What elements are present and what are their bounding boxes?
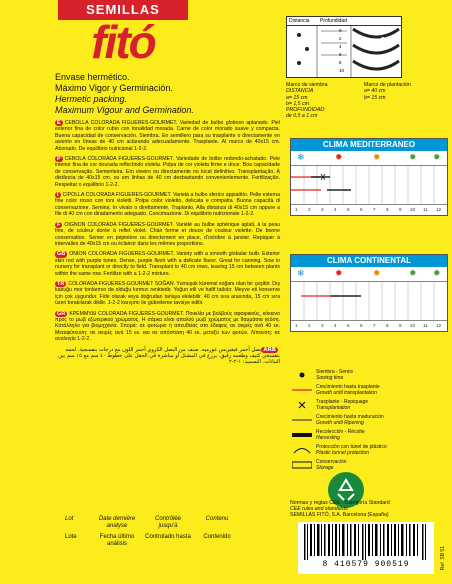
climate-grid-lines (291, 282, 447, 320)
description-text: ONION COLORADA FIGUERES-GOURMET. Variety with a smooth globular bulb. Exterior skin red with purple tones. Dense, purple flesh with a delicate flavor. Great for canning. Sow in nursery for transplant or directly to field. Transplant to 40 cm rows, leaving 15 cm between plants within the same row. Fertilize with a 1-2-2 mixture. (55, 251, 280, 277)
leaf-icon: ✹ (433, 152, 441, 162)
lot-header: Date dernière analyse (98, 516, 136, 529)
snowflake-icon: ❄ (297, 268, 305, 278)
sowing-dot-icon (292, 371, 312, 379)
depth-column-label: Profundidad (320, 18, 347, 24)
month-label: 11 (423, 207, 428, 212)
lang-badge: P (57, 156, 61, 163)
month-label: 7 (373, 323, 376, 328)
planting-a: a= 40 cm (364, 88, 386, 95)
sun-icon: ✹ (335, 152, 343, 162)
sowing-b: b= 1,5 cm (286, 100, 309, 107)
sun-icon: ✹ (373, 152, 381, 162)
lot-table (55, 516, 270, 556)
month-label: 1 (295, 207, 298, 212)
month-label: 12 (436, 207, 442, 212)
legend-label-en: Growth until transplantation (316, 389, 377, 396)
legend-item (290, 385, 446, 400)
mediterranean-climate-chart (290, 138, 448, 216)
lot-label: Lote (65, 534, 77, 540)
legend-label: Trasplante - Repiquage (316, 399, 369, 405)
description-gr (55, 311, 280, 343)
planting-frame-title: Marco de plantación (364, 82, 411, 88)
brand-logo: fitó (91, 16, 155, 68)
legend-label: Protección con túnel de plástico (316, 444, 387, 450)
month-label: 8 (386, 323, 389, 328)
planting-b: b= 15 cm (364, 94, 386, 101)
lot-headers-row (55, 516, 270, 534)
depth-mark: 0 (339, 28, 342, 33)
lot-header: Contenu (205, 516, 229, 522)
growth-line-dark-icon (292, 416, 312, 424)
intro-en-1: Hermetic packing. (55, 94, 128, 104)
legend-item (290, 430, 446, 445)
continental-climate-chart (290, 254, 448, 332)
month-label: 10 (410, 323, 416, 328)
lot-label: Fecha último análisis (99, 534, 135, 547)
standards-text (290, 500, 450, 518)
legend-label: Siembra - Semis (316, 369, 353, 375)
legend-label-en: Storage (316, 464, 334, 471)
month-label: 3 (321, 207, 324, 212)
sowing-frame-title: Marco de siembra (286, 82, 328, 88)
legend-item (290, 445, 446, 460)
planting-frame-spec (364, 82, 436, 101)
month-label: 12 (436, 323, 442, 328)
description-es (55, 120, 280, 152)
legend-label-en: Growth until Ripening (316, 419, 364, 426)
month-label: 6 (360, 323, 363, 328)
month-label: 10 (410, 207, 416, 212)
climate-grid (291, 166, 447, 204)
descriptions (55, 120, 280, 370)
legend-label: Conservación (316, 459, 347, 465)
description-en (55, 251, 280, 277)
description-it (55, 192, 280, 218)
description-text: CEBOLA COLORADA FIGUERES-GOURMET. Variedade de bolbo redondo-achatado. Pele interior fina de cor dourada reflectindo violeta. Polpa de cor violeta firme e doce. Boa capacidade de conservação. Sementeira. Em viveiro ou directamente no local definitivo. Transplantação. A distância de 40x15 cm, ou em linhas de 40 cm desbastando convenientemente. Fertilização. Respeitar o equilíbrio 1-2-2. (55, 156, 280, 188)
description-ar (55, 347, 280, 366)
legend-label-en: Transplantation (316, 404, 351, 411)
lot-header: Lot (65, 516, 74, 522)
description-text: OIGNON COLORADA FIGUERES-GOURMET. Variété au bulbe sphérique aplati, à la peau fine, de couleur dorée à reflet violet. Chair ferme et douce de couleur violette. De bonne conservation. Semer en pépinière ou directement en place, d'octobre à janvier. Repiquer à intervalles de 40x15 cm ou éclaircir dans les mêmes proportions. (55, 221, 280, 247)
month-label: 2 (308, 323, 311, 328)
climate-icons (291, 151, 447, 166)
legend-label-en: Sowing time (316, 374, 344, 381)
intro-es-2: Máximo Vigor y Germinación. (55, 83, 173, 93)
harvest-bar-icon (292, 431, 312, 439)
month-label: 7 (373, 207, 376, 212)
month-label: 2 (308, 207, 311, 212)
lot-header: Contrôlée jusqu'à (154, 516, 181, 529)
sowing-a: a= 15 cm (286, 94, 308, 101)
climate-title: CLIMA CONTINENTAL (291, 255, 447, 267)
lang-badge: E (57, 120, 61, 126)
depth-label: PROFUNDIDAD: (286, 107, 326, 114)
legend (290, 370, 446, 475)
intro-text (55, 72, 285, 116)
barcode (298, 522, 434, 574)
month-label: 8 (386, 207, 389, 212)
month-label: 9 (399, 207, 402, 212)
sowing-depth-diagram (286, 16, 402, 78)
barcode-number: 8 410579 900519 (322, 560, 410, 569)
intro-en-2: Maximum Vigour and Germination. (55, 105, 194, 115)
description-text: CIPOLLA COLORADA FIGUERES-GOURMET. Varietà a bulbo sferico appiattito. Pelle esterna fine color rosso con toni violetti. Polpa color violetto, delicata e compatta. Buona capacità di conservazione. Semina. In vivaio o direttamente. Trapianto. Alla distanza di 40x15 cm oppure a file di 40 cm con diradamento adeguato. Concimazione. Di equilibrio nutrizionale 1-2-2. (55, 192, 280, 218)
depth-mark: 4 (339, 44, 342, 49)
legend-item (290, 370, 446, 385)
month-label: 9 (399, 323, 402, 328)
depth-mark: 8 (339, 60, 342, 65)
legend-label: Crecimiento hasta trasplante (316, 384, 380, 390)
lot-label: Contenido (203, 534, 231, 540)
lang-badge: I (57, 192, 59, 199)
lot-label: Controlado hasta (145, 534, 191, 540)
depth-scale (339, 27, 344, 75)
description-pt (55, 156, 280, 188)
legend-label-en: Plastic tunnel protection (316, 449, 370, 456)
description-text: ΚΡΕΜΜΥΔΙ COLORADA FIGUERES-GOURMET. Ποικιλία με βολβούς σφαιρικούς, κόκκινο προς το μωβ εξωτερικού χρώματος. Η σάρκα είναι απαλού μωβ χρώματος με θαυμάσια γεύση. Κατάλληλο για βιομηχανία. Σπορά: σε φυτώριο ή απευθείας στο έδαφος σε σειρές ανά 40 εκ. Μεταφύτευση: σε σειρές ανά 15 εκ. και σε απόσταση 40 εκ. μεταξύ των φυτών. Λίπανση: σε αναλογία 1-2-2. (55, 310, 280, 343)
lang-badge: ARB (263, 346, 276, 353)
barcode-bars (298, 522, 434, 562)
month-label: 11 (423, 323, 428, 328)
distance-column-label: Distancia (289, 18, 310, 24)
month-label: 4 (334, 207, 337, 212)
description-tr (55, 281, 280, 307)
sun-icon: ✹ (335, 268, 343, 278)
sun-icon: ✹ (373, 268, 381, 278)
climate-title: CLIMA MEDITERRANEO (291, 139, 447, 151)
snowflake-icon: ❄ (297, 152, 305, 162)
month-label: 1 (295, 323, 298, 328)
reference-code: Ref. SB 51 (440, 546, 446, 571)
leaf-icon: ✹ (433, 268, 441, 278)
distance-label: DISTANCIA (286, 88, 314, 95)
month-label: 6 (360, 207, 363, 212)
brand-top-label: SEMILLAS (58, 0, 188, 20)
description-text: CEBOLLA COLORADA FIGUERES-GOURMET. Variedad de bulbo globoso aplanado. Piel exterior fina de color rubio con tonalidad morada. Carne de color morado suave y compacta. Buena capacidad de conservación. Siembra. En semillero para su trasplante o directamente en asiento en líneas de 40 cm aclarando adecuadamente. Trasplante. Al marco de 40x15 cm. Abonado. De equilibrio nutricional 1-2-2. (55, 120, 280, 152)
tunnel-icon (292, 446, 312, 454)
leaf-icon: ✹ (409, 152, 417, 162)
lot-values-row (55, 534, 270, 556)
leaf-icon: ✹ (409, 268, 417, 278)
month-label: 4 (334, 323, 337, 328)
month-axis (291, 320, 447, 331)
intro-es-1: Envase hermético. (55, 72, 130, 82)
storage-box-icon (292, 461, 312, 469)
month-axis (291, 204, 447, 215)
month-label: 3 (321, 323, 324, 328)
standards-line-2: CEE rules and standards (290, 506, 348, 512)
legend-label: Crecimiento hasta maduración (316, 414, 384, 420)
growth-line-red-icon (292, 386, 312, 394)
lang-badge: GB (57, 251, 66, 258)
brand-logo-block (58, 0, 188, 66)
depth-mark: 10 (339, 68, 345, 73)
climate-icons (291, 267, 447, 282)
climate-grid (291, 282, 447, 320)
legend-label-en: Harvesting (316, 434, 340, 441)
legend-item (290, 400, 446, 415)
legend-label: Recolección - Récolte (316, 429, 365, 435)
depth-mark: 6 (339, 52, 342, 57)
sowing-frame-spec (286, 82, 358, 120)
standards-line-1: Normas y reglas CEE - Categoría Standard (290, 500, 390, 506)
legend-item (290, 460, 446, 475)
lang-badge: TR (57, 280, 65, 287)
legend-item (290, 415, 446, 430)
month-label: 5 (347, 323, 350, 328)
depth-value: de 0,5 a 1 cm (286, 113, 318, 120)
description-text: COLORADA FIGUERES-GOURMET SOĞAN. Yumuşak küremsi soğanı olan bir çeşittir. Dış kabuğu mor tonlarının da olduğu kırmızı renktedir. Yoğun etli ve hafif tatlıdır. Meyve eti konserve için çok uygundur. Fide olarak veya doğrudan tarlaya ekilebilir. 40 cm sıra arasında, 15 cm sıra üzeri bırakılarak dikilir. 1-2-2 karışımı ile gübreleme tavsiye edilir. (55, 280, 280, 307)
description-text: بصل أحمر فيغيريس غورميه. صنف من البصل الكروي أحمر اللون مع درجات بنفسجية. لحمه بنفسجي كثيف وطعمه رقيق. يزرع في المشتل أو مباشرة في الحقل على خطوط ٤٠ سم مع ١٥ سم بين النباتات. التسميد: ١-٢-٢ (58, 346, 280, 366)
lang-badge: F (57, 221, 61, 228)
climate-grid-lines (291, 166, 447, 204)
transplant-x-icon (292, 401, 312, 409)
lang-badge: GR (57, 310, 66, 317)
depth-mark: 2 (339, 36, 342, 41)
standards-line-3: SEMILLAS FITÓ, S.A. Barcelona (España) (290, 512, 389, 518)
month-label: 5 (347, 207, 350, 212)
description-fr (55, 222, 280, 248)
